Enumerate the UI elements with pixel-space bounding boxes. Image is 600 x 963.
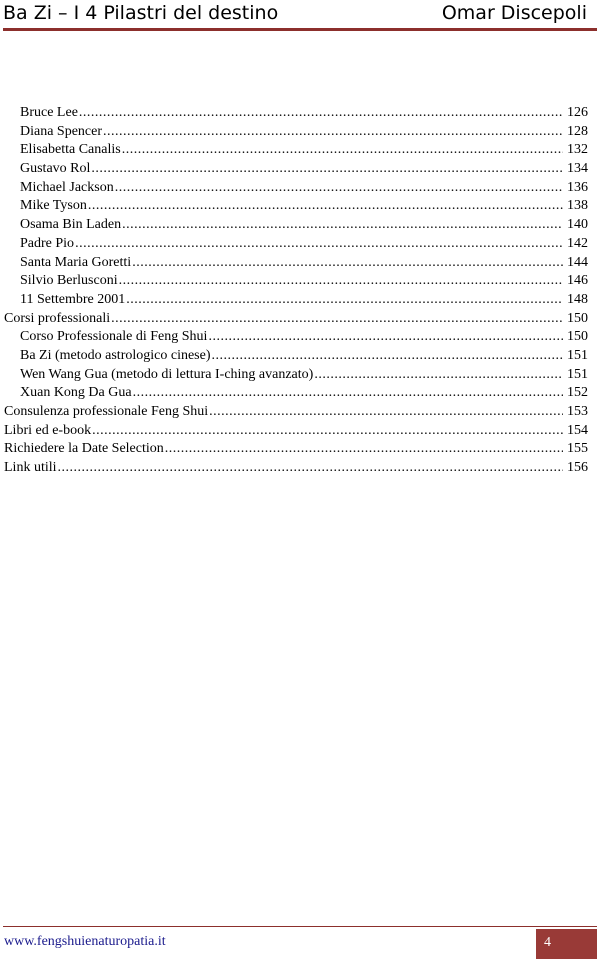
- toc-entry-title: Consulenza professionale Feng Shui: [4, 404, 209, 419]
- toc-dot-leader: [115, 179, 563, 198]
- toc-entry[interactable]: [0, 310, 600, 329]
- toc-dot-leader: [119, 272, 563, 291]
- header-divider: [3, 28, 597, 31]
- toc-entry-title: Michael Jackson: [20, 179, 114, 195]
- toc-entry-page-number: 154: [567, 422, 588, 438]
- toc-entry[interactable]: [0, 328, 600, 347]
- toc-entry[interactable]: [0, 384, 600, 403]
- toc-dot-leader: [209, 403, 563, 422]
- toc-entry-title: Richiedere la Date Selection: [4, 441, 164, 457]
- toc-entry-title: Link utili: [4, 460, 57, 476]
- toc-dot-leader: [122, 216, 563, 235]
- toc-entry-title: Gustavo Rol: [20, 161, 91, 177]
- toc-entry-page-number: 150: [567, 329, 588, 345]
- toc-entry-page-number: 150: [567, 310, 588, 326]
- toc-entry-title: Wen Wang Gua (metodo di lettura I-ching avanzato): [20, 366, 314, 382]
- toc-entry[interactable]: [0, 366, 600, 385]
- toc-dot-leader: [132, 254, 563, 273]
- toc-entry[interactable]: [0, 403, 600, 422]
- toc-entry-page-number: 144: [567, 254, 588, 270]
- toc-dot-leader: [91, 160, 563, 179]
- toc-entry[interactable]: [0, 141, 600, 160]
- toc-entry[interactable]: [0, 160, 600, 179]
- toc-entry[interactable]: [0, 235, 600, 254]
- table-of-contents: [0, 104, 600, 478]
- toc-dot-leader: [111, 310, 563, 329]
- toc-dot-leader: [88, 197, 563, 216]
- toc-entry-title: Osama Bin Laden: [20, 217, 122, 233]
- toc-entry-title: Libri ed e-book: [4, 422, 92, 438]
- toc-entry[interactable]: [0, 216, 600, 235]
- toc-entry-page-number: 148: [567, 291, 588, 307]
- page-number-badge: [536, 929, 597, 959]
- toc-entry[interactable]: [0, 347, 600, 366]
- toc-dot-leader: [133, 384, 563, 403]
- toc-entry-page-number: 156: [567, 460, 588, 476]
- toc-entry-page-number: 132: [567, 142, 588, 158]
- toc-entry[interactable]: [0, 123, 600, 142]
- toc-dot-leader: [314, 366, 563, 385]
- website-link[interactable]: www.fengshuienaturopatia.it: [4, 934, 166, 949]
- toc-entry-title: Silvio Berlusconi: [20, 273, 118, 289]
- toc-dot-leader: [103, 123, 563, 142]
- toc-entry-page-number: 126: [567, 105, 588, 120]
- toc-entry[interactable]: [0, 197, 600, 216]
- toc-entry-page-number: 146: [567, 273, 588, 289]
- toc-entry[interactable]: [0, 422, 600, 441]
- toc-entry-page-number: 152: [567, 385, 588, 401]
- toc-entry-title: Bruce Lee: [20, 105, 78, 120]
- page-header: [0, 0, 597, 30]
- footer-divider: [3, 926, 597, 927]
- toc-dot-leader: [92, 422, 563, 441]
- toc-entry[interactable]: [0, 272, 600, 291]
- toc-entry[interactable]: [0, 291, 600, 310]
- toc-entry-title: Elisabetta Canalis: [20, 142, 121, 158]
- toc-entry-title: 11 Settembre 2001: [20, 291, 126, 307]
- page-number: 4: [544, 935, 551, 950]
- toc-entry-title: Diana Spencer: [20, 123, 103, 139]
- document-author: Omar Discepoli: [441, 2, 587, 24]
- toc-entry-page-number: 138: [567, 198, 588, 214]
- toc-entry-title: Santa Maria Goretti: [20, 254, 132, 270]
- toc-entry[interactable]: [0, 459, 600, 478]
- document-title: Ba Zi – I 4 Pilastri del destino: [3, 2, 279, 24]
- toc-entry-title: Corso Professionale di Feng Shui: [20, 329, 208, 345]
- toc-dot-leader: [122, 141, 563, 160]
- toc-entry[interactable]: [0, 254, 600, 273]
- toc-entry-title: Mike Tyson: [20, 198, 87, 214]
- toc-entry[interactable]: [0, 440, 600, 459]
- toc-entry[interactable]: [0, 104, 600, 123]
- toc-entry-title: Padre Pio: [20, 235, 75, 251]
- toc-dot-leader: [79, 104, 563, 123]
- toc-dot-leader: [75, 235, 563, 254]
- toc-entry-title: Xuan Kong Da Gua: [20, 385, 132, 401]
- toc-dot-leader: [58, 459, 564, 478]
- toc-entry-page-number: 128: [567, 123, 588, 139]
- toc-entry-page-number: 151: [567, 366, 588, 382]
- toc-entry-page-number: 136: [567, 179, 588, 195]
- toc-entry-page-number: 134: [567, 161, 588, 177]
- toc-entry-page-number: 140: [567, 217, 588, 233]
- toc-dot-leader: [208, 328, 563, 347]
- toc-entry-page-number: 153: [567, 404, 588, 419]
- toc-dot-leader: [212, 347, 564, 366]
- toc-entry[interactable]: [0, 179, 600, 198]
- page-footer: [0, 926, 600, 963]
- toc-dot-leader: [126, 291, 563, 310]
- toc-entry-title: Corsi professionali: [4, 310, 111, 326]
- toc-entry-page-number: 151: [567, 347, 588, 363]
- toc-dot-leader: [165, 440, 563, 459]
- toc-entry-title: Ba Zi (metodo astrologico cinese): [20, 347, 211, 363]
- toc-entry-page-number: 142: [567, 235, 588, 251]
- toc-entry-page-number: 155: [567, 441, 588, 457]
